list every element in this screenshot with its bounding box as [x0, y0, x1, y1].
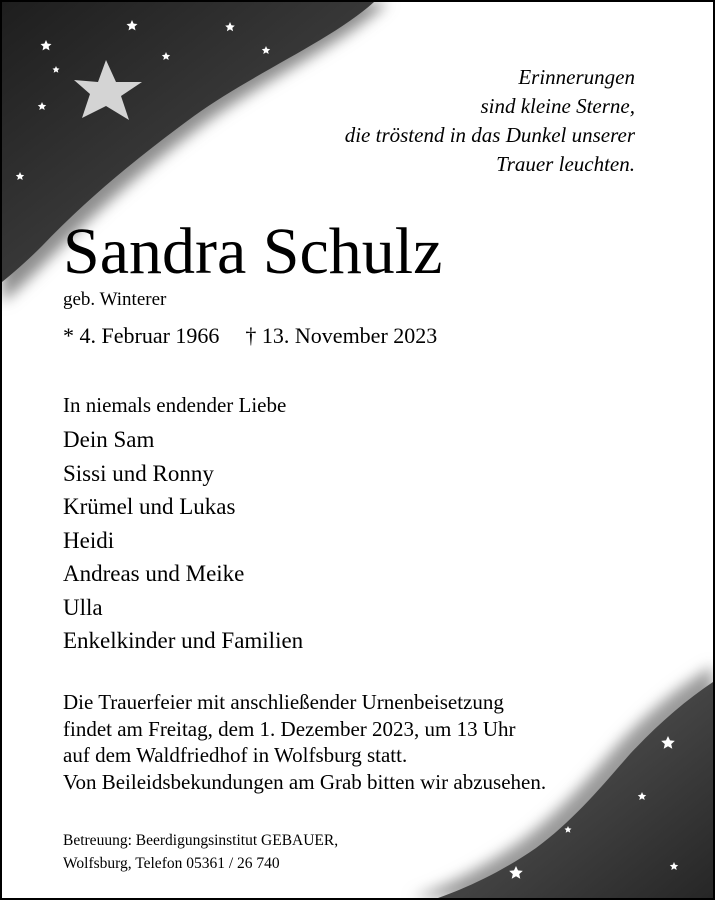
mourner-name: Ulla [63, 594, 103, 620]
undertaker-line: Betreuung: Beerdigungsinstitut GEBAUER, [63, 832, 339, 849]
life-dates [63, 321, 437, 351]
birth-date: * 4. Februar 1966 [63, 323, 220, 348]
quote-line: Trauer leuchten. [496, 152, 635, 176]
ceremony-line: findet am Freitag, dem 1. Dezember 2023, um 13 Uhr [63, 716, 516, 741]
mourner-name: Krümel und Lukas [63, 494, 236, 519]
poem-quote [345, 63, 635, 179]
quote-line: sind kleine Sterne, [480, 94, 635, 118]
mourners-list [63, 423, 303, 658]
ceremony-line: Die Trauerfeier mit anschließender Urnenbeisetzung [63, 690, 504, 714]
ceremony-line: Von Beileidsbekundungen am Grab bitten wir abzusehen. [63, 769, 547, 794]
mourners-intro: In niemals endender Liebe [63, 393, 287, 417]
ceremony-line: auf dem Waldfriedhof in Wolfsburg statt. [63, 743, 408, 767]
deceased-name: Sandra Schulz [63, 215, 443, 288]
mourner-name: Enkelkinder und Familien [63, 628, 304, 653]
undertaker-line: Wolfsburg, Telefon 05361 / 26 740 [63, 855, 280, 872]
mourner-name: Andreas und Meike [63, 561, 245, 586]
death-date: † 13. November 2023 [245, 323, 438, 348]
birth-name: geb. Winterer [63, 289, 167, 310]
undertaker-info [63, 829, 338, 875]
mourner-name: Dein Sam [63, 427, 155, 452]
mourner-name: Heidi [63, 527, 115, 553]
ceremony-info [63, 689, 546, 795]
quote-line: Erinnerungen [518, 65, 635, 89]
mourner-name: Sissi und Ronny [63, 460, 214, 486]
quote-line: die tröstend in das Dunkel unserer [344, 123, 635, 147]
